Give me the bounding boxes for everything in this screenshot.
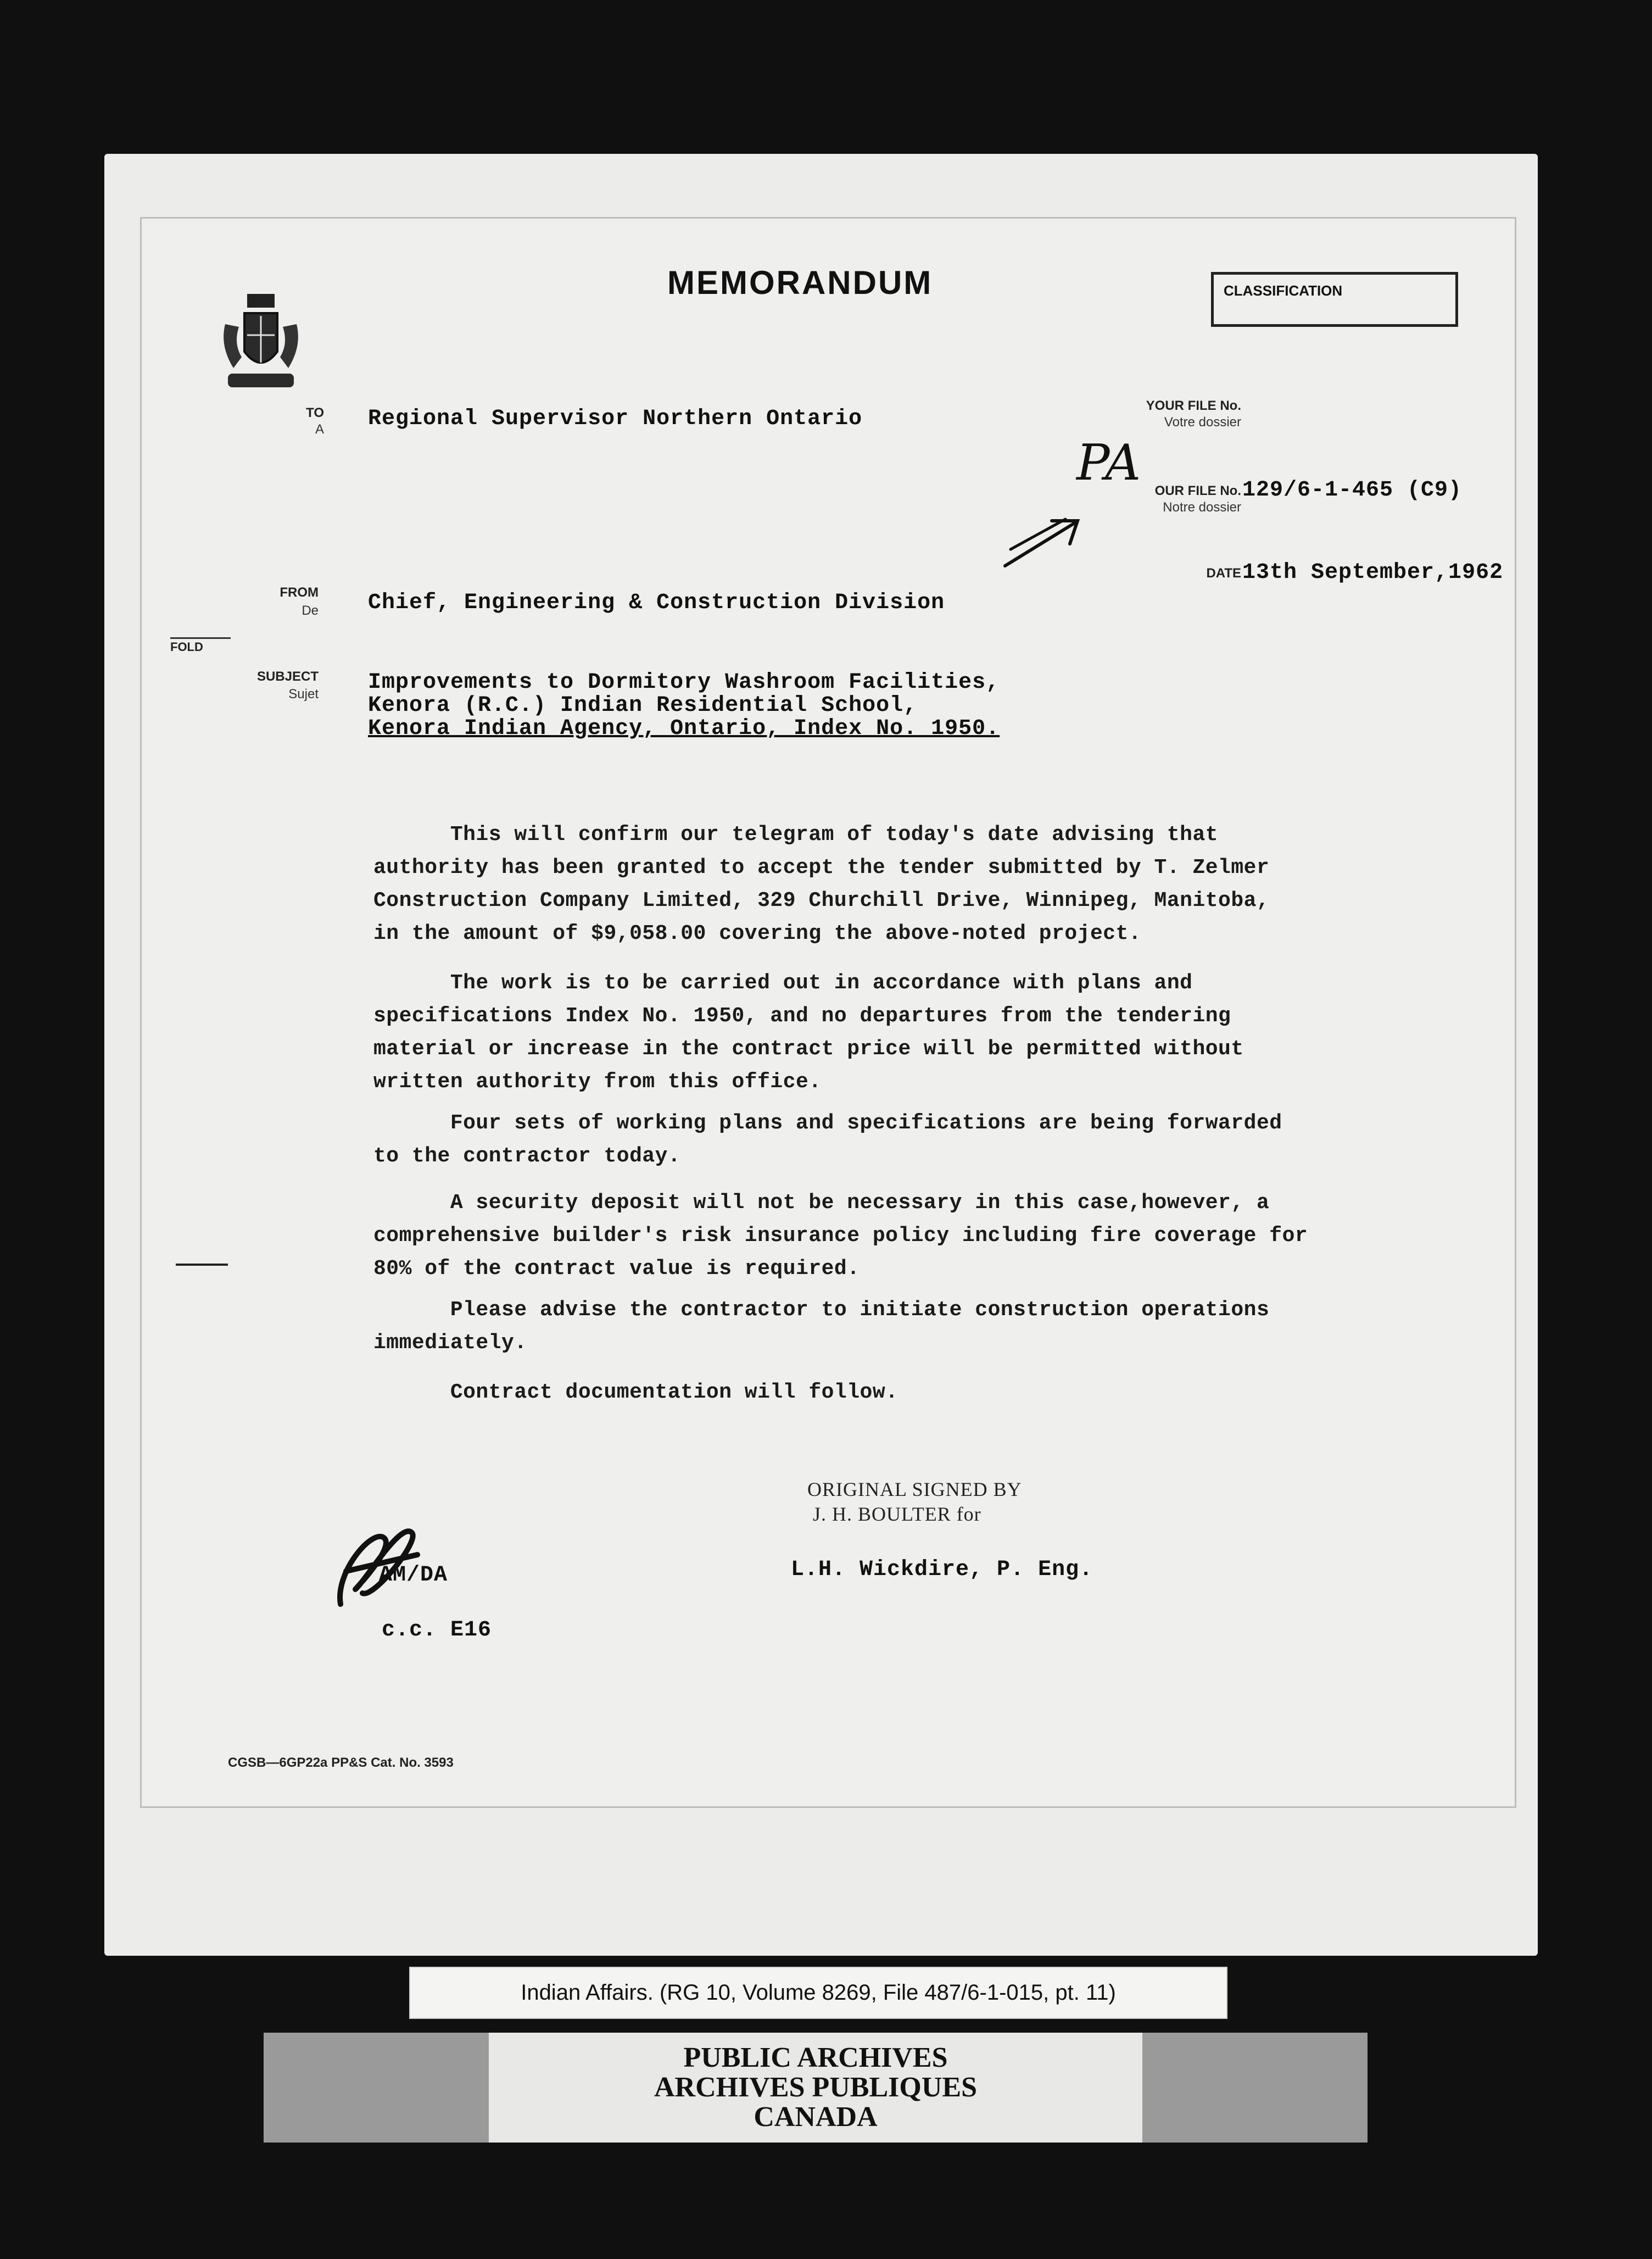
stamp-line-1: PUBLIC ARCHIVES	[683, 2042, 948, 2073]
handwritten-arrow-icon	[1000, 511, 1087, 571]
body-paragraph: Four sets of working plans and specifications are being forwarded to the contractor today.	[373, 1111, 1282, 1168]
body-paragraph: Contract documentation will follow.	[373, 1381, 898, 1404]
our-file-value: 129/6-1-465 (C9)	[1242, 478, 1463, 503]
your-file-label-fr: Votre dossier	[1164, 415, 1241, 430]
cc-line: c.c. E16	[382, 1618, 492, 1643]
to-label-fr: A	[315, 422, 324, 437]
subject-line-1: Improvements to Dormitory Washroom Facilities,	[368, 670, 1000, 695]
subject-label: SUBJECT	[256, 669, 319, 684]
memo-title: MEMORANDUM	[667, 264, 933, 301]
date-label: DATE	[1206, 566, 1241, 581]
our-file-label: OUR FILE No.	[1154, 483, 1241, 498]
archive-reference-text: Indian Affairs. (RG 10, Volume 8269, File 487/6-1-015, pt. 11)	[521, 1980, 1116, 2005]
body-paragraph: A security deposit will not be necessary in this case,however, a comprehensive builder's risk insurance policy including fire coverage for 80% of the contract value is required.	[373, 1191, 1308, 1281]
margin-mark	[176, 1264, 228, 1266]
our-file-label-fr: Notre dossier	[1163, 500, 1241, 515]
from-label-fr: De	[302, 603, 319, 618]
to-value: Regional Supervisor Northern Ontario	[368, 407, 863, 431]
handwritten-note: PA	[1076, 434, 1141, 492]
body-paragraph: The work is to be carried out in accordance with plans and specifications Index No. 1950, and no departures from the tendering material or increase in the contract price will be permitted without written authority from this office.	[373, 971, 1244, 1094]
stamp-line-3: CANADA	[754, 2101, 878, 2133]
from-label: FROM	[280, 585, 319, 600]
date-value: 13th September,1962	[1242, 560, 1504, 585]
signed-by-line-2: J. H. BOULTER for	[813, 1503, 981, 1525]
handwritten-initials-icon	[324, 1505, 428, 1615]
to-label: TO	[306, 405, 324, 420]
your-file-label: YOUR FILE No.	[1146, 398, 1241, 413]
stamp-line-2: ARCHIVES PUBLIQUES	[654, 2072, 978, 2103]
body-paragraph: Please advise the contractor to initiate construction operations immediately.	[373, 1298, 1270, 1355]
archive-stamp-text	[489, 2033, 1142, 2143]
subject-line-3: Kenora Indian Agency, Ontario, Index No. 1950.	[368, 716, 1000, 741]
archive-reference	[409, 1967, 1227, 2019]
body-paragraph: This will confirm our telegram of today's date advising that authority has been granted to accept the tender submitted by T. Zelmer Construction Company Limited, 329 Churchill Drive, Winnipeg, Manitoba, in the amount of $9,058.00 covering the above-noted project.	[373, 823, 1270, 945]
subject-line-2: Kenora (R.C.) Indian Residential School,	[368, 693, 918, 718]
form-number: CGSB—6GP22a PP&S Cat. No. 3593	[228, 1755, 454, 1770]
classification-label: CLASSIFICATION	[1224, 282, 1343, 299]
from-value: Chief, Engineering & Construction Division	[368, 591, 945, 615]
initials: AM/DA	[379, 1563, 448, 1588]
subject-label-fr: Sujet	[288, 687, 319, 702]
coat-of-arms-icon	[214, 291, 308, 393]
archive-stamp	[264, 2033, 1368, 2143]
classification-box	[1211, 272, 1458, 327]
fold-marker: FOLD	[170, 637, 231, 654]
signed-by-line-1: ORIGINAL SIGNED BY	[807, 1478, 1022, 1500]
signatory: L.H. Wickdire, P. Eng.	[791, 1557, 1093, 1582]
